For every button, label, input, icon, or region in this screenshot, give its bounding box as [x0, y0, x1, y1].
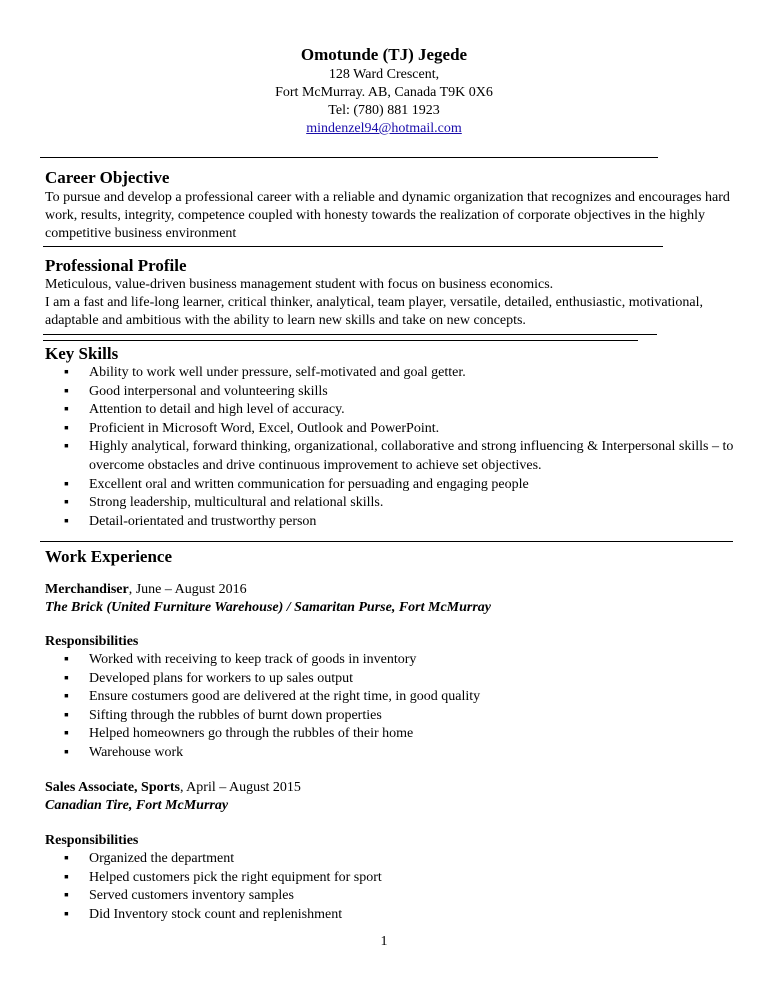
responsibility-item: ▪ Organized the department [45, 850, 754, 869]
responsibility-item: ▪ Did Inventory stock count and replenishment [45, 906, 754, 925]
responsibility-item: ▪ Developed plans for workers to up sales output [45, 670, 754, 689]
responsibilities-label: Responsibilities [45, 634, 139, 649]
job-dates: , April – August 2015 [179, 780, 301, 795]
divider [43, 334, 657, 335]
job-dates: , June – August 2016 [128, 582, 247, 597]
responsibility-item: ▪ Served customers inventory samples [45, 887, 754, 906]
skill-item: ▪ Highly analytical, forward thinking, organizational, collaborative and strong influencing & Interpersonal skills – to overcome obstacles and drive continuous improvement to achieve set objectives. [45, 438, 754, 475]
skill-item: ▪ Attention to detail and high level of accuracy. [45, 401, 754, 420]
skill-item: ▪ Proficient in Microsoft Word, Excel, Outlook and PowerPoint. [45, 420, 754, 439]
job-title-line [45, 779, 301, 798]
divider [43, 246, 663, 247]
job-title-line [45, 581, 247, 600]
responsibility-item: ▪ Sifting through the rubbles of burnt down properties [45, 707, 754, 726]
responsibility-item: ▪ Helped customers pick the right equipment for sport [45, 869, 754, 888]
skill-item: ▪ Strong leadership, multicultural and relational skills. [45, 494, 754, 513]
work-experience-title: Work Experience [45, 547, 173, 566]
page-number: 1 [380, 934, 388, 949]
skill-item: ▪ Excellent oral and written communication for persuading and engaging people [45, 476, 754, 495]
skill-item: ▪ Detail-orientated and trustworthy person [45, 513, 754, 532]
key-skills-list [45, 364, 754, 531]
resume-header [0, 44, 768, 138]
skill-item: ▪ Ability to work well under pressure, self-motivated and goal getter. [45, 364, 754, 383]
address-line-1: 128 Ward Crescent, [328, 67, 440, 82]
divider [40, 541, 733, 542]
job-company: Canadian Tire, Fort McMurray [45, 798, 229, 813]
responsibilities-list [45, 651, 754, 763]
candidate-name: Omotunde (TJ) Jegede [300, 45, 468, 64]
career-objective-title: Career Objective [45, 168, 170, 187]
profile-line-2: I am a fast and life-long learner, critical thinker, analytical, team player, versatile, detailed, enthusiastic, motivational, adaptable and ambitious with the ability to learn new skills and take on new concepts. [45, 295, 703, 328]
career-objective-text: To pursue and develop a professional career with a reliable and dynamic organization that recognizes and encourages hard work, results, integrity, competence coupled with honesty towards the realization of corporate objectives in the highly competitive business environment [45, 190, 730, 241]
phone-number: Tel: (780) 881 1923 [328, 103, 440, 118]
address-line-2: Fort McMurray. AB, Canada T9K 0X6 [275, 85, 493, 100]
responsibility-item: ▪ Worked with receiving to keep track of goods in inventory [45, 651, 754, 670]
email-link[interactable]: mindenzel94@hotmail.com [306, 121, 462, 136]
responsibility-item: ▪ Ensure costumers good are delivered at the right time, in good quality [45, 688, 754, 707]
key-skills-title: Key Skills [45, 344, 119, 363]
divider [40, 157, 658, 158]
profile-line-1: Meticulous, value-driven business management student with focus on business economics. [45, 277, 554, 292]
responsibility-item: ▪ Warehouse work [45, 744, 754, 763]
skill-item: ▪ Good interpersonal and volunteering skills [45, 383, 754, 402]
divider [43, 340, 638, 341]
responsibilities-list [45, 850, 754, 924]
job-role: Merchandiser [45, 582, 129, 597]
responsibilities-label: Responsibilities [45, 833, 139, 848]
job-role: Sales Associate, Sports [45, 780, 180, 795]
responsibility-item: ▪ Helped homeowners go through the rubbles of their home [45, 725, 754, 744]
job-company: The Brick (United Furniture Warehouse) / Samaritan Purse, Fort McMurray [45, 600, 492, 615]
professional-profile-title: Professional Profile [45, 256, 187, 275]
